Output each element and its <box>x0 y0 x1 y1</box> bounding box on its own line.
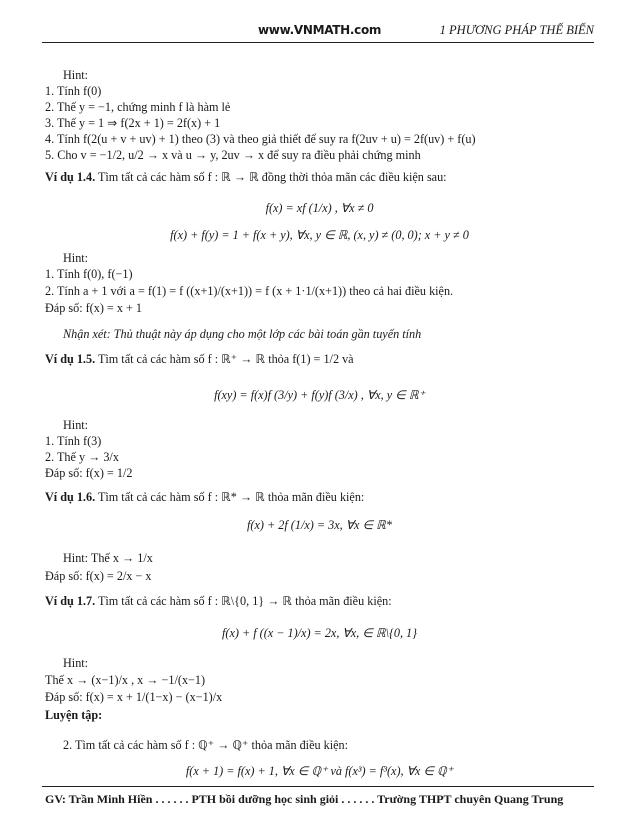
answer: Đáp số: f(x) = x + 1 <box>45 301 143 315</box>
example-label: Ví dụ 1.7. <box>45 594 96 608</box>
example-label: Ví dụ 1.5. <box>45 352 96 366</box>
hint-step: 5. Cho v = −1/2, u/2 → x và u → y, 2uv → x để suy ra điều phải chứng minh <box>45 148 421 162</box>
footer-rule <box>42 786 594 787</box>
example-statement: Tìm tất cả các hàm số f : ℝ\{0, 1} → ℝ thỏa mãn điều kiện: <box>97 594 392 608</box>
answer: Đáp số: f(x) = x + 1/(1−x) − (x−1)/x <box>45 690 223 704</box>
hint-step: 2. Tính a + 1 với a = f(1) = f ((x+1)/(x+1)) = f (x + 1·1/(x+1)) theo cả hai điều kiện. <box>45 284 454 298</box>
answer: Đáp số: f(x) = 1/2 <box>45 466 133 480</box>
equation: f(xy) = f(x)f (3/y) + f(y)f (3/x) , ∀x, y ∈ ℝ⁺ <box>214 388 425 402</box>
equation: f(x) = xf (1/x) , ∀x ≠ 0 <box>265 201 374 215</box>
equation: f(x + 1) = f(x) + 1, ∀x ∈ ℚ⁺ và f(x³) = f³(x), ∀x ∈ ℚ⁺ <box>185 764 454 778</box>
example-1-7 <box>45 594 594 608</box>
equation: f(x) + f(y) = 1 + f(x + y), ∀x, y ∈ ℝ, (x, y) ≠ (0, 0); x + y ≠ 0 <box>170 228 469 242</box>
header-rule <box>42 42 594 43</box>
equation: f(x) + f ((x − 1)/x) = 2x, ∀x, ∈ ℝ\{0, 1} <box>222 626 417 640</box>
hint-label: Hint: <box>63 418 89 432</box>
hint-step: Thế x → (x−1)/x , x → −1/(x−1) <box>45 673 206 687</box>
example-label: Ví dụ 1.6. <box>45 490 96 504</box>
answer: Đáp số: f(x) = 2/x − x <box>45 569 152 583</box>
header-site: www.VNMATH.com <box>258 23 382 37</box>
example-statement: Tìm tất cả các hàm số f : ℝ⁺ → ℝ thỏa f(1) = 1/2 và <box>97 352 354 366</box>
example-1-4 <box>45 170 594 184</box>
footer <box>45 792 594 806</box>
header-chapter: 1 PHƯƠNG PHÁP THẾ BIẾN <box>439 23 594 37</box>
hint-step: 3. Thế y = 1 ⇒ f(2x + 1) = 2f(x) + 1 <box>45 116 221 130</box>
hint-label: Hint: <box>63 656 89 670</box>
example-1-5 <box>45 352 594 366</box>
practice-item: 2. Tìm tất cả các hàm số f : ℚ⁺ → ℚ⁺ thỏa mãn điều kiện: <box>63 738 348 752</box>
hint-step: 4. Tính f(2(u + v + uv) + 1) theo (3) và theo giả thiết để suy ra f(2uv + u) = 2f(uv) + f(u) <box>45 132 476 146</box>
practice-title: Luyện tập: <box>45 708 103 722</box>
example-statement: Tìm tất cả các hàm số f : ℝ* → ℝ thỏa mãn điều kiện: <box>97 490 365 504</box>
hint: Hint: Thế x → 1/x <box>63 551 153 565</box>
hint-step: 1. Tính f(0), f(−1) <box>45 267 133 281</box>
footer-text: GV: Trần Minh Hiền . . . . . . PTH bồi dưỡng học sinh giỏi . . . . . . Trường THPT chuyên Quang Trung <box>45 792 564 806</box>
equation: f(x) + 2f (1/x) = 3x, ∀x ∈ ℝ* <box>247 518 392 532</box>
hint-step: 1. Tính f(0) <box>45 84 102 98</box>
hint-step: 2. Thế y = −1, chứng minh f là hàm lẻ <box>45 100 231 114</box>
hint-step: 1. Tính f(3) <box>45 434 102 448</box>
remark: Nhận xét: Thủ thuật này áp dụng cho một lớp các bài toán gần tuyến tính <box>63 327 422 341</box>
hint-step: 2. Thế y → 3/x <box>45 450 119 464</box>
example-statement: Tìm tất cả các hàm số f : ℝ → ℝ đồng thời thỏa mãn các điều kiện sau: <box>97 170 447 184</box>
example-label: Ví dụ 1.4. <box>45 170 96 184</box>
hint-label: Hint: <box>63 68 89 82</box>
hint-label: Hint: <box>63 251 89 265</box>
example-1-6 <box>45 490 594 504</box>
